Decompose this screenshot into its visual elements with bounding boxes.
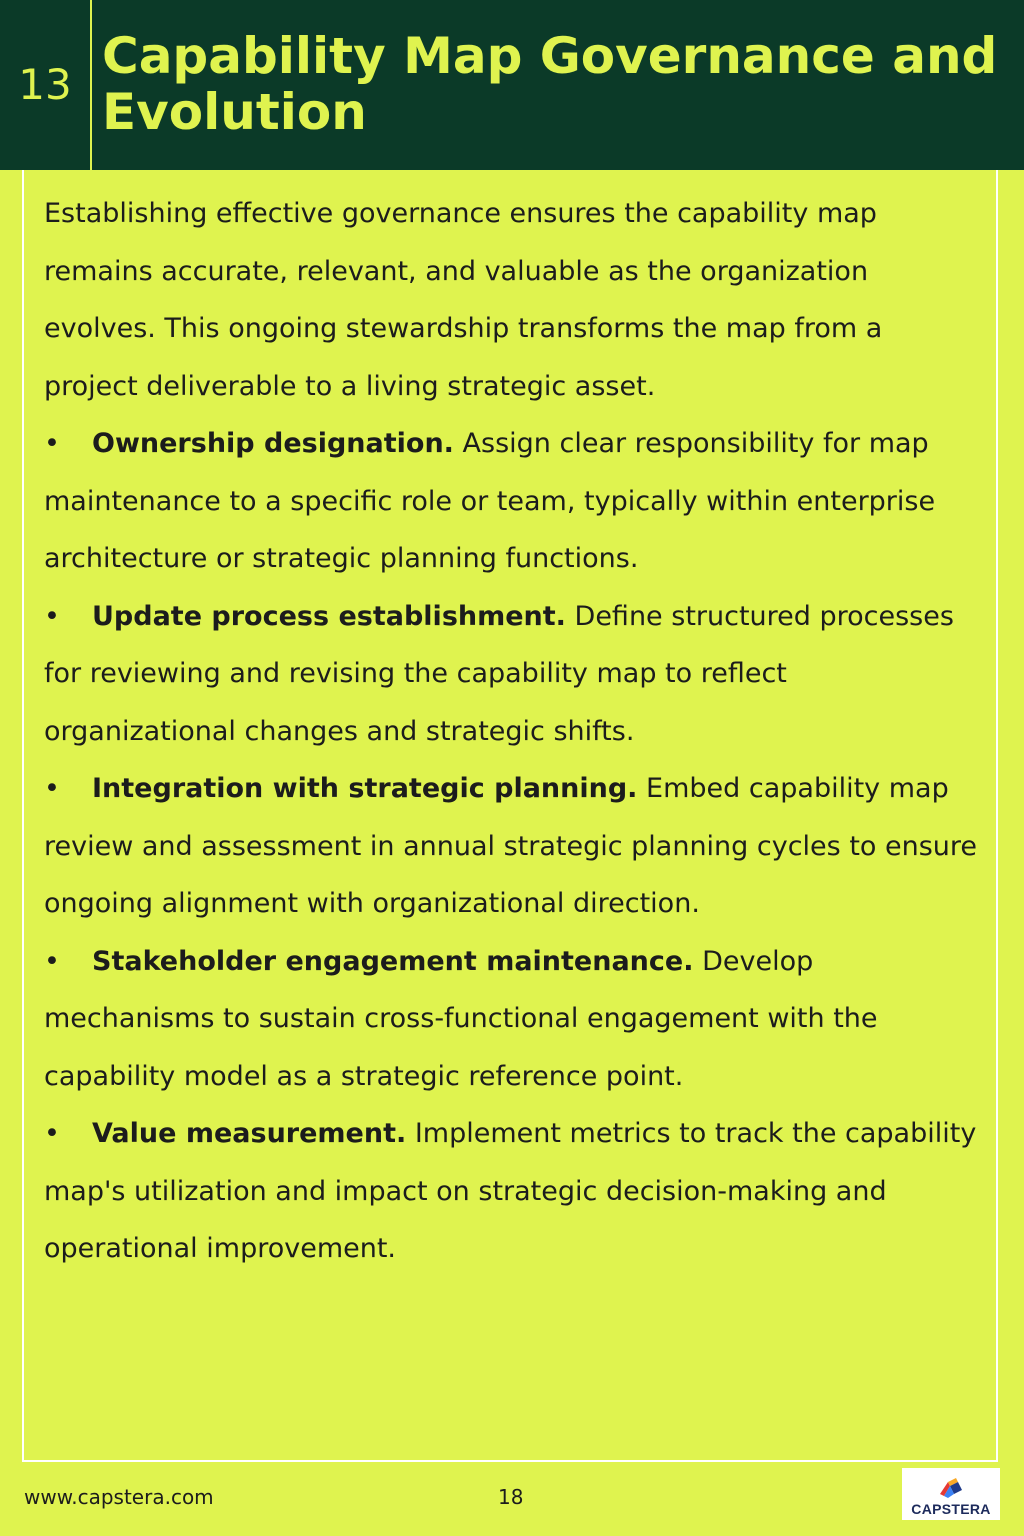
bullet-term: Stakeholder engagement maintenance. [92, 945, 694, 977]
bullet-dot: • [44, 945, 60, 977]
bullet-text: Implement metrics to track the capability map's utilization and impact on strategic decision-making and operational improvement. [44, 1118, 977, 1264]
body-content [44, 185, 984, 1278]
bullet-term: Ownership designation. [92, 428, 454, 459]
bullet-dot: • [44, 1118, 60, 1149]
bullet-item [44, 415, 984, 588]
bullet-text: Define structured processes for reviewing and revising the capability map to reflect organizational changes and strategic shifts. [44, 600, 954, 747]
bullet-dot: • [44, 428, 60, 459]
bullet-dot: • [44, 773, 60, 804]
bullet-item [44, 588, 984, 761]
header-divider [90, 0, 92, 170]
section-title: Capability Map Governance and Evolution [102, 27, 998, 141]
bullet-text: Embed capability map review and assessment in annual strategic planning cycles to ensure ongoing alignment with organizational direction. [44, 773, 978, 919]
bullet-item [44, 760, 984, 933]
intro-paragraph: Establishing effective governance ensures the capability map remains accurate, relevant, and valuable as the organization evolves. This ongoing stewardship transforms the map from a project deliverable to a living strategic asset. [44, 198, 883, 402]
bullet-term: Value measurement. [92, 1118, 407, 1149]
bullet-term: Integration with strategic planning. [92, 773, 638, 804]
capstera-logo [902, 1468, 1000, 1520]
logo-text: CAPSTERA [911, 1501, 991, 1517]
capstera-logo-mark-icon [936, 1474, 966, 1500]
bullet-term: Update process establishment. [92, 600, 566, 632]
bullet-dot: • [44, 600, 60, 632]
bullet-text: Develop mechanisms to sustain cross-functional engagement with the capability model as a strategic reference point. [44, 945, 878, 1092]
bullet-item [44, 933, 984, 1106]
bullet-text: Assign clear responsibility for map maintenance to a specific role or team, typically within enterprise architecture or strategic planning functions. [44, 428, 936, 574]
bullet-item [44, 1105, 984, 1278]
section-number: 13 [18, 60, 72, 109]
footer-website-link[interactable]: www.capstera.com [24, 1485, 214, 1509]
section-header [0, 0, 1024, 170]
page-number: 18 [498, 1485, 524, 1509]
